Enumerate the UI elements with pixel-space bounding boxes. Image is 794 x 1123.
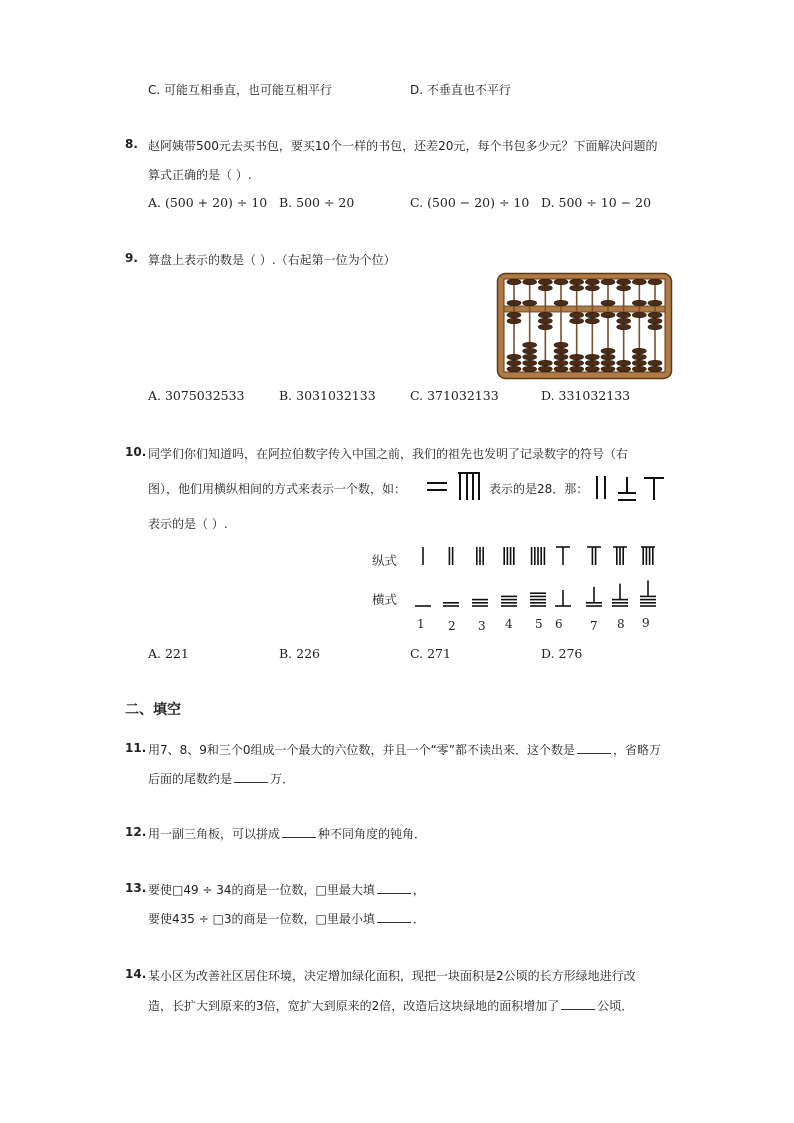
abacus-bead <box>648 318 662 324</box>
rod-numeral-chart <box>405 540 670 615</box>
abacus-bead <box>601 360 615 366</box>
question-number: 11. <box>125 741 147 755</box>
q10-option-c[interactable]: C. 271 <box>410 646 451 661</box>
q10-option-a[interactable]: A. 221 <box>148 646 189 661</box>
abacus-bead <box>554 342 568 348</box>
abacus-bead <box>507 318 521 324</box>
question-text-part: 后面的尾数约是 <box>148 772 233 786</box>
digit-label: 3 <box>478 619 486 633</box>
abacus-image <box>496 272 673 380</box>
answer-blank[interactable] <box>377 912 411 923</box>
abacus-bead <box>523 342 537 348</box>
abacus-bead <box>601 312 615 318</box>
abacus-bead <box>570 318 584 324</box>
question-text-part: 种不同角度的钝角． <box>318 827 427 841</box>
abacus-bead <box>585 312 599 318</box>
abacus-bead <box>585 318 599 324</box>
abacus-bead <box>507 366 521 372</box>
abacus-bead <box>617 279 631 285</box>
abacus-bead <box>507 312 521 318</box>
question-text-part: ，省略万 <box>612 743 661 757</box>
question-number: 9. <box>125 251 138 265</box>
question-number: 12. <box>125 825 147 839</box>
abacus-bead <box>648 324 662 330</box>
abacus-bead <box>601 348 615 354</box>
abacus-bead <box>617 312 631 318</box>
abacus-bead <box>538 279 552 285</box>
answer-blank[interactable] <box>282 827 316 838</box>
abacus-bead <box>585 360 599 366</box>
abacus-bead <box>507 300 521 306</box>
abacus-bead <box>632 354 646 360</box>
abacus-bead <box>538 324 552 330</box>
question-text-part: 用一副三角板，可以拼成 <box>148 827 281 841</box>
abacus-bead <box>538 285 552 291</box>
q9-option-d[interactable]: D. 331032133 <box>541 388 631 403</box>
section-title: 二、填空 <box>125 702 181 718</box>
question-number: 13. <box>125 881 147 895</box>
abacus-bead <box>523 300 537 306</box>
question-text: 图），他们用横纵相间的方式来表示一个数，如： <box>148 482 407 496</box>
answer-blank[interactable] <box>561 999 595 1010</box>
abacus-bead <box>538 366 552 372</box>
rod-numeral-28-example <box>425 470 485 504</box>
abacus-bead <box>570 312 584 318</box>
abacus-bead <box>570 354 584 360</box>
abacus-bead <box>554 348 568 354</box>
abacus-bead <box>585 354 599 360</box>
question-text <box>148 741 661 758</box>
abacus-bead <box>648 366 662 372</box>
rod-numeral-question <box>592 473 668 507</box>
question-text: 同学们你们知道吗，在阿拉伯数字传入中国之前，我们的祖先也发明了记录数字的符号（右 <box>148 447 629 461</box>
abacus-bead <box>617 360 631 366</box>
abacus-bead <box>601 366 615 372</box>
question-number: 8. <box>125 137 138 151</box>
abacus-bead <box>538 360 552 366</box>
abacus-bead <box>523 279 537 285</box>
abacus-bead <box>617 366 631 372</box>
question-text-part: 造，长扩大到原来的3倍，宽扩大到原来的2倍，改造后这块绿地的面积增加了 <box>148 999 560 1013</box>
abacus-bead <box>648 279 662 285</box>
row-label-vertical: 纵式 <box>372 553 398 568</box>
abacus-bead <box>554 354 568 360</box>
question-text <box>148 910 425 927</box>
digit-label: 9 <box>642 616 650 630</box>
question-text: 表示的是（ ）. <box>148 517 228 531</box>
q8-option-c[interactable]: C. (500 − 20) ÷ 10 <box>410 195 530 210</box>
abacus-bead <box>632 366 646 372</box>
answer-blank[interactable] <box>377 883 411 894</box>
abacus-bead <box>585 279 599 285</box>
question-text-part: ． <box>412 912 425 926</box>
abacus-bead <box>648 300 662 306</box>
answer-blank[interactable] <box>577 743 611 754</box>
abacus-bead <box>554 300 568 306</box>
question-text-part: 用7、8、9和三个0组成一个最大的六位数，并且一个“零”都不读出来．这个数是 <box>148 743 575 757</box>
abacus-bead <box>507 354 521 360</box>
question-text-part: ， <box>412 883 425 897</box>
question-text: 某小区为改善社区居住环境，决定增加绿化面积，现把一块面积是2公顷的长方形绿地进行改 <box>148 969 636 983</box>
q9-option-c[interactable]: C. 371032133 <box>410 388 499 403</box>
question-text: 表示的是28．那： <box>489 482 589 496</box>
abacus-bead <box>617 318 631 324</box>
digit-label: 5 <box>535 617 543 631</box>
question-text <box>148 825 426 842</box>
question-text: 算盘上表示的数是（ ）.（右起第一位为个位） <box>148 253 396 267</box>
question-text <box>148 770 294 787</box>
abacus-bead <box>507 360 521 366</box>
abacus-bead <box>570 366 584 372</box>
abacus-bead <box>632 300 646 306</box>
question-text <box>148 881 425 898</box>
question-text-part: 万． <box>270 772 295 786</box>
abacus-bead <box>601 354 615 360</box>
q9-option-b[interactable]: B. 3031032133 <box>279 388 376 403</box>
q10-option-b[interactable]: B. 226 <box>279 646 320 661</box>
abacus-bead <box>570 285 584 291</box>
abacus-bead <box>632 360 646 366</box>
digit-label: 6 <box>555 617 563 631</box>
abacus-bead <box>523 366 537 372</box>
abacus-bead <box>570 279 584 285</box>
question-number: 10. <box>125 445 147 459</box>
answer-blank[interactable] <box>234 772 268 783</box>
abacus-bead <box>632 279 646 285</box>
abacus-bead <box>570 360 584 366</box>
row-label-horizontal: 横式 <box>372 592 398 607</box>
q7-option-c[interactable]: C. 可能互相垂直，也可能互相平行 <box>148 83 333 97</box>
abacus-bead <box>617 324 631 330</box>
abacus-bead <box>601 279 615 285</box>
question-text-part: 要使435 ÷ □3的商是一位数，□里最小填 <box>148 912 375 926</box>
question-text: 赵阿姨带500元去买书包，要买10个一样的书包，还差20元，每个书包多少元？下面解决问题的 <box>148 139 658 153</box>
abacus-bead <box>648 360 662 366</box>
abacus-bead <box>585 285 599 291</box>
abacus-bead <box>554 366 568 372</box>
abacus-bead <box>601 300 615 306</box>
question-text-part: 公顷． <box>597 999 634 1013</box>
abacus-bead <box>648 312 662 318</box>
digit-label: 4 <box>505 617 513 631</box>
q7-option-d[interactable]: D. 不垂直也不平行 <box>410 83 511 97</box>
digit-label: 1 <box>417 617 425 631</box>
abacus-bead <box>585 366 599 372</box>
q8-option-a[interactable]: A. (500 + 20) ÷ 10 <box>148 195 268 210</box>
abacus-bead <box>554 279 568 285</box>
digit-label: 2 <box>448 619 456 633</box>
question-text: 算式正确的是（ ）. <box>148 168 252 182</box>
abacus-bead <box>632 348 646 354</box>
abacus-bead <box>632 312 646 318</box>
question-text-part: 要使□49 ÷ 34的商是一位数，□里最大填 <box>148 883 375 897</box>
abacus-bead <box>523 360 537 366</box>
abacus-bead <box>554 360 568 366</box>
abacus-bead <box>617 285 631 291</box>
question-number: 14. <box>125 967 147 981</box>
q8-option-b[interactable]: B. 500 ÷ 20 <box>279 195 355 210</box>
digit-label: 7 <box>590 619 598 633</box>
q9-option-a[interactable]: A. 3075032533 <box>148 388 245 403</box>
q8-option-d[interactable]: D. 500 ÷ 10 − 20 <box>541 195 652 210</box>
question-text <box>148 997 633 1014</box>
digit-label: 8 <box>617 617 625 631</box>
abacus-bead <box>523 348 537 354</box>
abacus-bead <box>538 318 552 324</box>
abacus-bead <box>507 279 521 285</box>
q10-option-d[interactable]: D. 276 <box>541 646 583 661</box>
abacus-bead <box>538 312 552 318</box>
abacus-bead <box>523 354 537 360</box>
